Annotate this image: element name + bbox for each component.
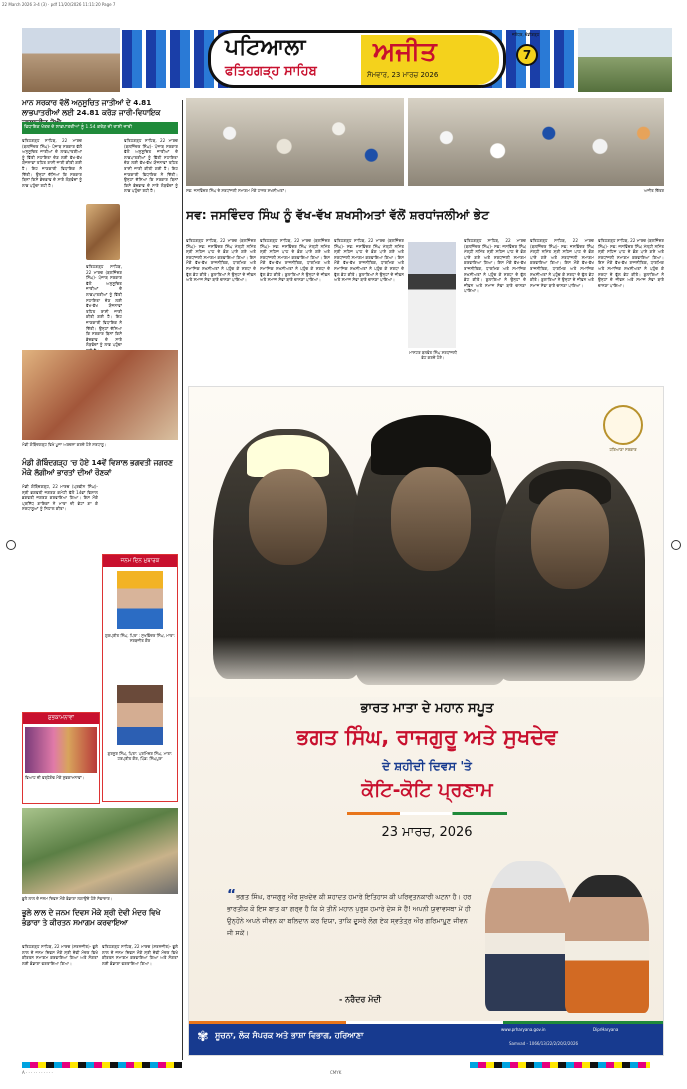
- birthday-title: ਜਨਮ ਦਿਨ ਮੁਬਾਰਕ: [103, 555, 177, 567]
- story1-body-col3: ਫਤਿਹਗੜ੍ਹ ਸਾਹਿਬ, 22 ਮਾਰਚ (ਬਲਜਿੰਦਰ ਸਿੰਘ)- ਪੰਜਾਬ ਸਰਕਾਰ ਵੱਲੋਂ ਅਨੁਸੂਚਿਤ ਜਾਤੀਆਂ ਦੇ ਲਾਭਪਾਤਰੀਆਂ ਨੂੰ ਵਿੱਤੀ ਸਹਾਇਤਾ ਦੇਣ ਲਈ ਵੱਖ-ਵੱਖ ਯੋਜਨਾਵਾਂ ਤਹਿਤ ਰਾਸ਼ੀ ਜਾਰੀ ਕੀਤੀ ਗਈ ਹੈ। ਇਹ ਜਾਣਕਾਰੀ ਵਿਧਾਇਕ ਨੇ ਦਿੱਤੀ। ਉਨ੍ਹਾਂ ਦੱਸਿਆ ਕਿ ਸਰਕਾਰ ਬਿਨਾਂ ਕਿਸੇ ਭੇਦਭਾਵ ਦੇ ਸਾਰੇ ਲੋੜਵੰਦਾਂ ਨੂੰ ਲਾਭ ਪਹੁੰਚਾ: [86, 264, 122, 348]
- ad-footer: [189, 1021, 664, 1056]
- emblem-label: ਹਰਿਆਣਾ ਸਰਕਾਰ: [609, 447, 637, 452]
- story3-caption: ਭੂਲੇ ਲਾਲ ਦੇ ਜਨਮ ਦਿਵਸ ਮੌਕੇ ਭੰਡਾਰਾ ਲਗਾਉਂਦੇ ਹੋਏ ਸੇਵਾਦਾਰ।: [22, 896, 113, 901]
- leader-photo-1: [485, 861, 571, 1011]
- paper-name: ਅਜੀਤ: [373, 37, 437, 67]
- masthead-photo-right: [578, 28, 672, 92]
- leader-photo-2: [565, 875, 649, 1013]
- wedding-box: [22, 712, 100, 804]
- main-headline: ਸਵ: ਜਸਵਿੰਦਰ ਸਿੰਘ ਨੂੰ ਵੱਖ-ਵੱਖ ਸ਼ਖਸੀਅਤਾਂ ਵੱਲੋਂ ਸ਼ਰਧਾਂਜਲੀਆਂ ਭੇਟ: [186, 208, 490, 222]
- ad-footer-web: www.prharyana.gov.in: [501, 1027, 546, 1032]
- wedding-photo: [25, 727, 97, 773]
- main-photo-credit: ਅਜੀਤ ਚਿੱਤਰ: [643, 188, 664, 193]
- ad-line3: ਦੇ ਸ਼ਹੀਦੀ ਦਿਵਸ 'ਤੇ: [382, 759, 472, 773]
- birthday-person-2: ਗੁਰਨੂਰ ਸਿੰਘ, ਪਿਤਾ: ਪਰਮਿੰਦਰ ਸਿੰਘ, ਮਾਤਾ: ਹਰਪ੍ਰੀਤ ਕੌਰ, ਪਿੰਡ: ਸਿੰਘਪੁਰਾ: [107, 751, 173, 761]
- page-number: 7: [516, 44, 538, 66]
- main-photo-caption: ਸਵ: ਜਸਵਿੰਦਰ ਸਿੰਘ ਦੇ ਸ਼ਰਧਾਂਜਲੀ ਸਮਾਗਮ ਮੌਕੇ ਹਾਜ਼ਰ ਸ਼ਖਸੀਅਤਾਂ।: [186, 188, 287, 193]
- quote-mark-icon: “: [227, 889, 237, 903]
- ad-footer-code: Samvad - 1066/13/22/2/20/2/2026: [509, 1041, 579, 1046]
- story1-subhead: ਵਿਧਾਇਕ ਖੇਤਰ ਦੇ ਲਾਭਪਾਤਰੀਆਂ ਨੂੰ 1.54 ਕਰੋੜ ਦੀ ਰਾਸ਼ੀ ਜਾਰੀ: [22, 122, 178, 134]
- registration-mark-icon: [6, 540, 16, 550]
- color-bar-left: [22, 1062, 182, 1068]
- main-inset-caption: ਮਾਸਟਰ ਬਲਵੰਤ ਸਿੰਘ ਸ਼ਰਧਾਂਜਲੀ ਭੇਟ ਕਰਦੇ ਹੋਏ।: [409, 350, 457, 360]
- ad-line2: ਭਗਤ ਸਿੰਘ, ਰਾਜਗੁਰੂ ਅਤੇ ਸੁਖਦੇਵ: [296, 725, 558, 749]
- story3-body: ਫਤਿਹਗੜ੍ਹ ਸਾਹਿਬ, 22 ਮਾਰਚ (ਸ਼ਰਨਜੀਤ)- ਭੂਲੇ ਲਾਲ ਦੇ ਜਨਮ ਦਿਵਸ ਮੌਕੇ ਸ਼੍ਰੀ ਦੇਵੀ ਮੰਦਰ ਵਿਖੇ ਕੀਰਤਨ ਸਮਾਗਮ ਕਰਵਾਇਆ ਗਿਆ ਅਤੇ ਸੰਗਤਾਂ ਲਈ ਭੰਡਾਰਾ ਵਰਤਾਇਆ ਗਿਆ।: [22, 944, 98, 966]
- story2-caption: ਮੰਡੀ ਗੋਬਿੰਦਗੜ੍ਹ ਵਿਖੇ ਪੂਜਾ ਅਰਚਨਾ ਕਰਦੇ ਹੋਏ ਸ਼ਰਧਾਲੂ।: [22, 442, 107, 447]
- story2-body: ਮੰਡੀ ਗੋਬਿੰਦਗੜ੍ਹ, 22 ਮਾਰਚ (ਪ੍ਰਵੀਨ ਸਿੰਘ)- ਸ਼੍ਰੀ ਭਗਵਤੀ ਜਗਰਣ ਕਮੇਟੀ ਵੱਲੋਂ 14ਵਾਂ ਵਿਸ਼ਾਲ ਭਗਵਤੀ ਜਗਰਣ ਕਰਵਾਇਆ ਗਿਆ। ਇਸ ਮੌਕੇ ਪ੍ਰਸਿੱਧ ਗਾਇਕਾਂ ਨੇ ਮਾਤਾ ਦੀ ਭੇਟਾਂ ਗਾ ਕੇ ਸ਼ਰਧਾਲੂਆਂ ਨੂੰ ਨਿਹਾਲ ਕੀਤਾ।: [22, 484, 98, 512]
- ad-footer-social: DiprHaryana: [593, 1027, 619, 1032]
- haryana-emblem-icon: [603, 405, 643, 445]
- column-divider: [182, 100, 183, 1060]
- advertisement: [188, 386, 664, 1056]
- tricolor-divider: [347, 812, 507, 815]
- story1-body-col2: ਫਤਿਹਗੜ੍ਹ ਸਾਹਿਬ, 22 ਮਾਰਚ (ਬਲਜਿੰਦਰ ਸਿੰਘ)- ਪੰਜਾਬ ਸਰਕਾਰ ਵੱਲੋਂ ਅਨੁਸੂਚਿਤ ਜਾਤੀਆਂ ਦੇ ਲਾਭਪਾਤਰੀਆਂ ਨੂੰ ਵਿੱਤੀ ਸਹਾਇਤਾ ਦੇਣ ਲਈ ਵੱਖ-ਵੱਖ ਯੋਜਨਾਵਾਂ ਤਹਿਤ ਰਾਸ਼ੀ ਜਾਰੀ ਕੀਤੀ ਗਈ ਹੈ। ਇਹ ਜਾਣਕਾਰੀ ਵਿਧਾਇਕ ਨੇ ਦਿੱਤੀ। ਉਨ੍ਹਾਂ ਦੱਸਿਆ ਕਿ ਸਰਕਾਰ ਬਿਨਾਂ ਕਿਸੇ ਭੇਦਭਾਵ ਦੇ ਸਾਰੇ ਲੋੜਵੰਦਾਂ ਨੂੰ ਲਾਭ ਪਹੁੰਚਾ ਰਹੀ ਹੈ।: [124, 138, 178, 194]
- story3-photo: [22, 808, 178, 894]
- story2-headline: ਮੰਡੀ ਗੋਬਿੰਦਗੜ੍ਹ 'ਚ ਹੋਏ 14ਵੇਂ ਵਿਸ਼ਾਲ ਭਗਵਤੀ ਜਗਰਣ ਮੌਕੇ ਲੱਗੀਆਂ ਭਾਰਤਾਂ ਦੀਆਂ ਰੌਣਕਾਂ: [22, 458, 173, 477]
- ad-line4: ਕੋਟਿ-ਕੋਟਿ ਪ੍ਰਣਾਮ: [361, 779, 493, 801]
- masthead: [22, 22, 672, 96]
- main-body-col3: ਫਤਿਹਗੜ੍ਹ ਸਾਹਿਬ, 22 ਮਾਰਚ (ਬਲਜਿੰਦਰ ਸਿੰਘ)- ਸਵ: ਜਸਵਿੰਦਰ ਸਿੰਘ ਮੱਲ੍ਹੀ ਨਮਿੱਤ ਸ਼੍ਰੀ ਸਹਿਜ ਪਾਠ ਦੇ ਭੋਗ ਪਾਏ ਗਏ ਅਤੇ ਸ਼ਰਧਾਂਜਲੀ ਸਮਾਗਮ ਕਰਵਾਇਆ ਗਿਆ। ਇਸ ਮੌਕੇ ਵੱਖ-ਵੱਖ ਰਾਜਨੀਤਿਕ, ਧਾਰਮਿਕ ਅਤੇ ਸਮਾਜਿਕ ਸ਼ਖਸੀਅਤਾਂ ਨੇ ਪਹੁੰਚ ਕੇ ਸ਼ਰਧਾ ਦੇ ਫੁੱਲ ਭੇਟ ਕੀਤੇ। ਬੁਲਾਰਿਆਂ ਨੇ ਉਨ੍ਹਾਂ ਦੇ ਜੀਵਨ ਅਤੇ ਸਮਾਜ ਸੇਵਾ ਬਾਰੇ ਚਾਨਣਾ ਪਾਇਆ।: [334, 238, 404, 283]
- main-photo-1: [186, 98, 404, 186]
- masthead-date: ਸੋਮਵਾਰ, 23 ਮਾਰਚ 2026: [367, 71, 439, 79]
- story3-headline: ਭੂਲੇ ਲਾਲ ਦੇ ਜਨਮ ਦਿਵਸ ਮੌਕੇ ਸ਼੍ਰੀ ਦੇਵੀ ਮੰਦਰ ਵਿਖੇ ਭੰਡਾਰਾ ਤੇ ਕੀਰਤਨ ਸਮਾਗਮ ਕਰਵਾਇਆ: [22, 908, 161, 927]
- birthday-photo-1: [117, 571, 163, 629]
- main-body-col1: ਫਤਿਹਗੜ੍ਹ ਸਾਹਿਬ, 22 ਮਾਰਚ (ਬਲਜਿੰਦਰ ਸਿੰਘ)- ਸਵ: ਜਸਵਿੰਦਰ ਸਿੰਘ ਮੱਲ੍ਹੀ ਨਮਿੱਤ ਸ਼੍ਰੀ ਸਹਿਜ ਪਾਠ ਦੇ ਭੋਗ ਪਾਏ ਗਏ ਅਤੇ ਸ਼ਰਧਾਂਜਲੀ ਸਮਾਗਮ ਕਰਵਾਇਆ ਗਿਆ। ਇਸ ਮੌਕੇ ਵੱਖ-ਵੱਖ ਰਾਜਨੀਤਿਕ, ਧਾਰਮਿਕ ਅਤੇ ਸਮਾਜਿਕ ਸ਼ਖਸੀਅਤਾਂ ਨੇ ਪਹੁੰਚ ਕੇ ਸ਼ਰਧਾ ਦੇ ਫੁੱਲ ਭੇਟ ਕੀਤੇ। ਬੁਲਾਰਿਆਂ ਨੇ ਉਨ੍ਹਾਂ ਦੇ ਜੀਵਨ ਅਤੇ ਸਮਾਜ ਸੇਵਾ ਬਾਰੇ ਚਾਨਣਾ ਪਾਇਆ।: [186, 238, 256, 283]
- registration-mark-icon: [671, 540, 681, 550]
- story3-body-col2: ਫਤਿਹਗੜ੍ਹ ਸਾਹਿਬ, 22 ਮਾਰਚ (ਸ਼ਰਨਜੀਤ)- ਭੂਲੇ ਲਾਲ ਦੇ ਜਨਮ ਦਿਵਸ ਮੌਕੇ ਸ਼੍ਰੀ ਦੇਵੀ ਮੰਦਰ ਵਿਖੇ ਕੀਰਤਨ ਸਮਾਗਮ ਕਰਵਾਇਆ ਗਿਆ ਅਤੇ ਸੰਗਤਾਂ ਲਈ ਭੰਡਾਰਾ ਵਰਤਾਇਆ ਗਿਆ।: [102, 944, 178, 966]
- main-story: [186, 98, 664, 382]
- birthday-photo-2: [117, 685, 163, 745]
- ad-footer-dept: ਸੂਚਨਾ, ਲੋਕ ਸੰਪਰਕ ਅਤੇ ਭਾਸ਼ਾ ਵਿਭਾਗ, ਹਰਿਆਣਾ: [215, 1031, 364, 1040]
- masthead-city: ਪਟਿਆਲਾ: [225, 35, 306, 60]
- main-inset-photo: [408, 242, 456, 348]
- print-slug-bottom: A · · · · · · · · · · ·: [22, 1070, 53, 1075]
- main-body-col6: ਫਤਿਹਗੜ੍ਹ ਸਾਹਿਬ, 22 ਮਾਰਚ (ਬਲਜਿੰਦਰ ਸਿੰਘ)- ਸਵ: ਜਸਵਿੰਦਰ ਸਿੰਘ ਮੱਲ੍ਹੀ ਨਮਿੱਤ ਸ਼੍ਰੀ ਸਹਿਜ ਪਾਠ ਦੇ ਭੋਗ ਪਾਏ ਗਏ ਅਤੇ ਸ਼ਰਧਾਂਜਲੀ ਸਮਾਗਮ ਕਰਵਾਇਆ ਗਿਆ। ਇਸ ਮੌਕੇ ਵੱਖ-ਵੱਖ ਰਾਜਨੀਤਿਕ, ਧਾਰਮਿਕ ਅਤੇ ਸਮਾਜਿਕ ਸ਼ਖਸੀਅਤਾਂ ਨੇ ਪਹੁੰਚ ਕੇ ਸ਼ਰਧਾ ਦੇ ਫੁੱਲ ਭੇਟ ਕੀਤੇ। ਬੁਲਾਰਿਆਂ ਨੇ ਉਨ੍ਹਾਂ ਦੇ ਜੀਵਨ ਅਤੇ ਸਮਾਜ ਸੇਵਾ ਬਾਰੇ ਚਾਨਣਾ ਪਾਇਆ।: [598, 238, 664, 288]
- wheat-icon: ✾: [197, 1029, 209, 1045]
- quote-author: - ਨਰੇੰਦਰ ਮੋਦੀ: [339, 995, 382, 1004]
- ad-date: 23 ਮਾਰਚ, 2026: [381, 825, 473, 840]
- color-bar-right: [470, 1062, 650, 1068]
- masthead-logo-box: [208, 30, 506, 88]
- wedding-caption: ਵਿਆਹ ਦੀ ਵਰ੍ਹੇਗੰਢ ਮੌਕੇ ਸ਼ੁਭਕਾਮਨਾਵਾਂ।: [25, 775, 85, 780]
- masthead-city-sub: ਫਤਿਹਗੜ੍ਹ ਸਾਹਿਬ: [225, 64, 317, 79]
- main-photo-2: [408, 98, 664, 186]
- story1-photo: [86, 204, 120, 260]
- birthday-box: [102, 554, 178, 802]
- ad-line1: ਭਾਰਤ ਮਾਤਾ ਦੇ ਮਹਾਨ ਸਪੂਤ: [360, 701, 494, 716]
- fedora-hat: [371, 415, 491, 475]
- wedding-title: ਸ਼ੁਭਕਾਮਨਾਵਾਂ: [23, 713, 99, 724]
- edition: ਜਲੰਧਰ, ਚੰਡੀਗੜ੍ਹ: [512, 32, 540, 37]
- main-body-col2: ਫਤਿਹਗੜ੍ਹ ਸਾਹਿਬ, 22 ਮਾਰਚ (ਬਲਜਿੰਦਰ ਸਿੰਘ)- ਸਵ: ਜਸਵਿੰਦਰ ਸਿੰਘ ਮੱਲ੍ਹੀ ਨਮਿੱਤ ਸ਼੍ਰੀ ਸਹਿਜ ਪਾਠ ਦੇ ਭੋਗ ਪਾਏ ਗਏ ਅਤੇ ਸ਼ਰਧਾਂਜਲੀ ਸਮਾਗਮ ਕਰਵਾਇਆ ਗਿਆ। ਇਸ ਮੌਕੇ ਵੱਖ-ਵੱਖ ਰਾਜਨੀਤਿਕ, ਧਾਰਮਿਕ ਅਤੇ ਸਮਾਜਿਕ ਸ਼ਖਸੀਅਤਾਂ ਨੇ ਪਹੁੰਚ ਕੇ ਸ਼ਰਧਾ ਦੇ ਫੁੱਲ ਭੇਟ ਕੀਤੇ। ਬੁਲਾਰਿਆਂ ਨੇ ਉਨ੍ਹਾਂ ਦੇ ਜੀਵਨ ਅਤੇ ਸਮਾਜ ਸੇਵਾ ਬਾਰੇ ਚਾਨਣਾ ਪਾਇਆ।: [260, 238, 330, 283]
- print-slug-cmyk: CMYK: [330, 1070, 342, 1075]
- story2-photo: [22, 350, 178, 440]
- masthead-paper-box: [361, 35, 499, 85]
- story1-body: ਫਤਿਹਗੜ੍ਹ ਸਾਹਿਬ, 22 ਮਾਰਚ (ਬਲਜਿੰਦਰ ਸਿੰਘ)- ਪੰਜਾਬ ਸਰਕਾਰ ਵੱਲੋਂ ਅਨੁਸੂਚਿਤ ਜਾਤੀਆਂ ਦੇ ਲਾਭਪਾਤਰੀਆਂ ਨੂੰ ਵਿੱਤੀ ਸਹਾਇਤਾ ਦੇਣ ਲਈ ਵੱਖ-ਵੱਖ ਯੋਜਨਾਵਾਂ ਤਹਿਤ ਰਾਸ਼ੀ ਜਾਰੀ ਕੀਤੀ ਗਈ ਹੈ। ਇਹ ਜਾਣਕਾਰੀ ਵਿਧਾਇਕ ਨੇ ਦਿੱਤੀ। ਉਨ੍ਹਾਂ ਦੱਸਿਆ ਕਿ ਸਰਕਾਰ ਬਿਨਾਂ ਕਿਸੇ ਭੇਦਭਾਵ ਦੇ ਸਾਰੇ ਲੋੜਵੰਦਾਂ ਨੂੰ ਲਾਭ ਪਹੁੰਚਾ ਰਹੀ ਹੈ।: [22, 138, 82, 188]
- main-body-col4: ਫਤਿਹਗੜ੍ਹ ਸਾਹਿਬ, 22 ਮਾਰਚ (ਬਲਜਿੰਦਰ ਸਿੰਘ)- ਸਵ: ਜਸਵਿੰਦਰ ਸਿੰਘ ਮੱਲ੍ਹੀ ਨਮਿੱਤ ਸ਼੍ਰੀ ਸਹਿਜ ਪਾਠ ਦੇ ਭੋਗ ਪਾਏ ਗਏ ਅਤੇ ਸ਼ਰਧਾਂਜਲੀ ਸਮਾਗਮ ਕਰਵਾਇਆ ਗਿਆ। ਇਸ ਮੌਕੇ ਵੱਖ-ਵੱਖ ਰਾਜਨੀਤਿਕ, ਧਾਰਮਿਕ ਅਤੇ ਸਮਾਜਿਕ ਸ਼ਖਸੀਅਤਾਂ ਨੇ ਪਹੁੰਚ ਕੇ ਸ਼ਰਧਾ ਦੇ ਫੁੱਲ ਭੇਟ ਕੀਤੇ। ਬੁਲਾਰਿਆਂ ਨੇ ਉਨ੍ਹਾਂ ਦੇ ਜੀਵਨ ਅਤੇ ਸਮਾਜ ਸੇਵਾ ਬਾਰੇ ਚਾਨਣਾ ਪਾਇਆ।: [464, 238, 526, 294]
- print-slug: 22 March 2026 3-4 (3) · pdf 11/20/2026 11:11:20 Page 7: [2, 2, 116, 7]
- masthead-photo-left: [22, 28, 120, 92]
- story1-headline: ਮਾਨ ਸਰਕਾਰ ਵੱਲੋਂ ਅਨੁਸੂਚਿਤ ਜਾਤੀਆਂ ਦੇ 4.81 ਲਾਭਪਾਤਰੀਆਂ ਲਈ 24.81 ਕਰੋੜ ਜਾਰੀ-ਵਿਧਾਇਕ: [22, 98, 161, 117]
- birthday-person-1: ਗੁਰਪ੍ਰੀਤ ਸਿੰਘ, ਪਿਤਾ : ਸੁਖਵਿੰਦਰ ਸਿੰਘ, ਮਾਤਾ: ਸਰਬਜੀਤ ਕੌਰ: [105, 633, 175, 643]
- left-column: [22, 98, 178, 1058]
- main-body-col5: ਫਤਿਹਗੜ੍ਹ ਸਾਹਿਬ, 22 ਮਾਰਚ (ਬਲਜਿੰਦਰ ਸਿੰਘ)- ਸਵ: ਜਸਵਿੰਦਰ ਸਿੰਘ ਮੱਲ੍ਹੀ ਨਮਿੱਤ ਸ਼੍ਰੀ ਸਹਿਜ ਪਾਠ ਦੇ ਭੋਗ ਪਾਏ ਗਏ ਅਤੇ ਸ਼ਰਧਾਂਜਲੀ ਸਮਾਗਮ ਕਰਵਾਇਆ ਗਿਆ। ਇਸ ਮੌਕੇ ਵੱਖ-ਵੱਖ ਰਾਜਨੀਤਿਕ, ਧਾਰਮਿਕ ਅਤੇ ਸਮਾਜਿਕ ਸ਼ਖਸੀਅਤਾਂ ਨੇ ਪਹੁੰਚ ਕੇ ਸ਼ਰਧਾ ਦੇ ਫੁੱਲ ਭੇਟ ਕੀਤੇ। ਬੁਲਾਰਿਆਂ ਨੇ ਉਨ੍ਹਾਂ ਦੇ ਜੀਵਨ ਅਤੇ ਸਮਾਜ ਸੇਵਾ ਬਾਰੇ ਚਾਨਣਾ ਪਾਇਆ।: [530, 238, 594, 288]
- ad-quote-text: ਭਗਤ ਸਿੰਘ, ਰਾਜਗੁਰੁ ਔਰ ਸੁਖਦੇਵ ਕੀ ਸ਼ਹਾਦਤ ਹਮਾਰੇ ਇਤਿਹਾਸ ਕੀ ਪਰਿਵਰ੍ਤਨਕਾਰੀ ਘਟਨਾ ਹੈ। ਹਰ ਭਾਰਤੀਯ ਕੋ ਇਸ ਬਾਤ ਕਾ ਗਰ੍ਵ ਹੈ ਕਿ ਯੇ ਤੀਨੋਂ ਮਹਾਨ ਪੁਰੁਸ਼ ਹਮਾਰੇ ਦੇਸ਼ ਸੇ ਹੈਂ! ਅਪਨੀ ਯੁਵਾਵਸਥਾ ਮੇਂ ਹੀ ਉਨ੍ਹੋਂਨੇ ਅਪਨੇ ਜੀਵਨ ਕਾ ਬਲਿਦਾਨ ਕਰ ਦਿਯਾ, ਤਾਕਿ ਦੂਸਰੇ ਲੋਗ ਏਕ ਸ੍ਵਤੰਤ੍ਰ ਔਰ ਗਰਿਮਾਪੂਰ੍ਣ ਜੀਵਨ ਜੀ ਸਕੇਂ।: [227, 893, 472, 937]
